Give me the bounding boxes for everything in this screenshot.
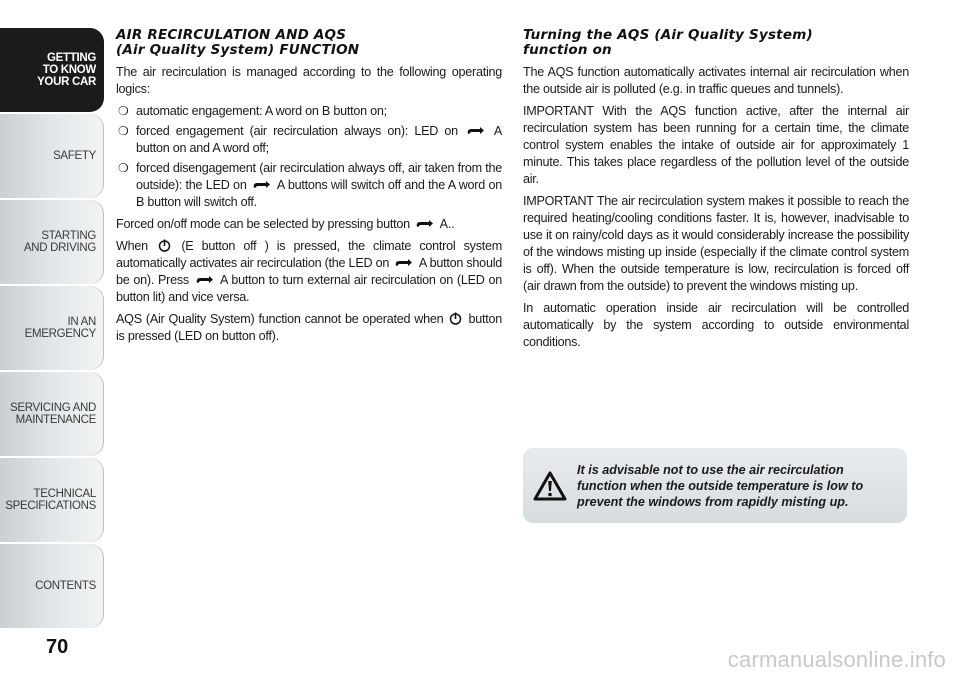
left-column	[116, 28, 502, 350]
tab-label: STARTING AND DRIVING	[23, 230, 96, 254]
warning-triangle-icon	[523, 471, 577, 501]
recirculation-icon	[252, 180, 272, 191]
tab-technical[interactable]	[0, 458, 104, 542]
warning-text: It is advisable not to use the air recirculation function when the outside temperature is low to prevent the windows from rapidly misting up.	[577, 462, 864, 509]
text: Forced on/off mode can be selected by pressing button	[116, 217, 410, 231]
heading-line: Turning the AQS (Air Quality System)	[523, 27, 813, 43]
paragraph: IMPORTANT The air recirculation system makes it possible to reach the required heating/cooling conditions faster. It is, however, inadvisable to use it on rainy/cold days as it would considerably increase the possibility of the windows misting up inside (especially if the climate control system is off). When the outside temperature is low, recirculation is forced off (air drawn from the outside) to prevent the windows misting up.	[523, 194, 909, 293]
tab-label: IN AN EMERGENCY	[24, 316, 96, 340]
text: A button to turn external air recirculation on (LED on button lit) and vice versa.	[116, 273, 502, 304]
bullet-circle-icon: ❍	[118, 161, 129, 175]
tab-label: GETTING TO KNOW YOUR CAR	[37, 52, 96, 88]
recirculation-icon	[415, 219, 435, 230]
list-text: automatic engagement: A word on B button on;	[136, 104, 387, 118]
tab-safety[interactable]	[0, 114, 104, 198]
tab-emergency[interactable]	[0, 286, 104, 370]
recirculation-icon	[195, 275, 215, 286]
tab-servicing[interactable]	[0, 372, 104, 456]
list-text: forced disengagement (air recirculation always off, air taken from the outside): the LED on	[136, 161, 502, 192]
text: (E button off ) is pressed, the climate control system automatically activates air recirculation (the LED on	[116, 239, 503, 270]
heading-line: (Air Quality System) FUNCTION	[116, 42, 360, 58]
tab-label: SERVICING AND MAINTENANCE	[10, 402, 96, 426]
heading-line: AIR RECIRCULATION AND AQS	[116, 27, 347, 43]
list-item	[116, 123, 502, 157]
when-paragraph	[116, 238, 502, 306]
list-text: forced engagement (air recirculation always on): LED on	[136, 124, 458, 138]
recirculation-icon	[466, 126, 486, 137]
bullet-circle-icon: ❍	[118, 124, 129, 138]
list-text: A button on and A word off;	[136, 124, 502, 155]
list-item	[116, 103, 502, 120]
paragraph: IMPORTANT With the AQS function active, after the internal air recirculation system has been running for a certain time, the climate control system enables the intake of outside air for approximately 1 minute. This takes place regardless of the pollution level of the outside air.	[523, 104, 909, 186]
paragraph: The AQS function automatically activates internal air recirculation when the outside air is polluted (e.g. in traffic queues and tunnels).	[523, 65, 909, 96]
text: AQS (Air Quality System) function cannot be operated when	[116, 312, 444, 326]
watermark: carmanualsonline.info	[727, 647, 946, 672]
tab-getting-to-know[interactable]	[0, 28, 104, 112]
warning-note	[523, 448, 907, 523]
tab-label: SAFETY	[53, 150, 96, 162]
tab-label: TECHNICAL SPECIFICATIONS	[5, 488, 96, 512]
text: button is pressed (LED on button off).	[116, 312, 502, 343]
forced-paragraph	[116, 216, 502, 233]
list-text: A buttons will switch off and the A word on B button will switch off.	[136, 178, 503, 209]
tab-label: CONTENTS	[35, 580, 96, 592]
tab-starting-driving[interactable]	[0, 200, 104, 284]
section-heading	[523, 28, 909, 58]
logic-list	[116, 103, 502, 211]
bullet-circle-icon: ❍	[118, 104, 129, 118]
power-off-icon	[449, 312, 462, 325]
list-item	[116, 160, 502, 211]
text: When	[116, 239, 148, 253]
text: A button should be on). Press	[116, 256, 502, 287]
chapter-sidebar	[0, 28, 104, 630]
aqs-paragraph	[116, 311, 502, 345]
heading-line: function on	[523, 42, 612, 58]
text: A..	[439, 217, 455, 231]
recirculation-icon	[394, 258, 414, 269]
power-off-icon	[158, 239, 171, 252]
intro-paragraph: The air recirculation is managed according to the following operating logics:	[116, 65, 502, 96]
right-column	[523, 28, 909, 356]
paragraph: In automatic operation inside air recirculation will be controlled automatically by the system according to outside environmental conditions.	[523, 301, 909, 349]
page-number: 70	[46, 636, 69, 658]
tab-contents[interactable]	[0, 544, 104, 628]
section-heading	[116, 28, 502, 58]
